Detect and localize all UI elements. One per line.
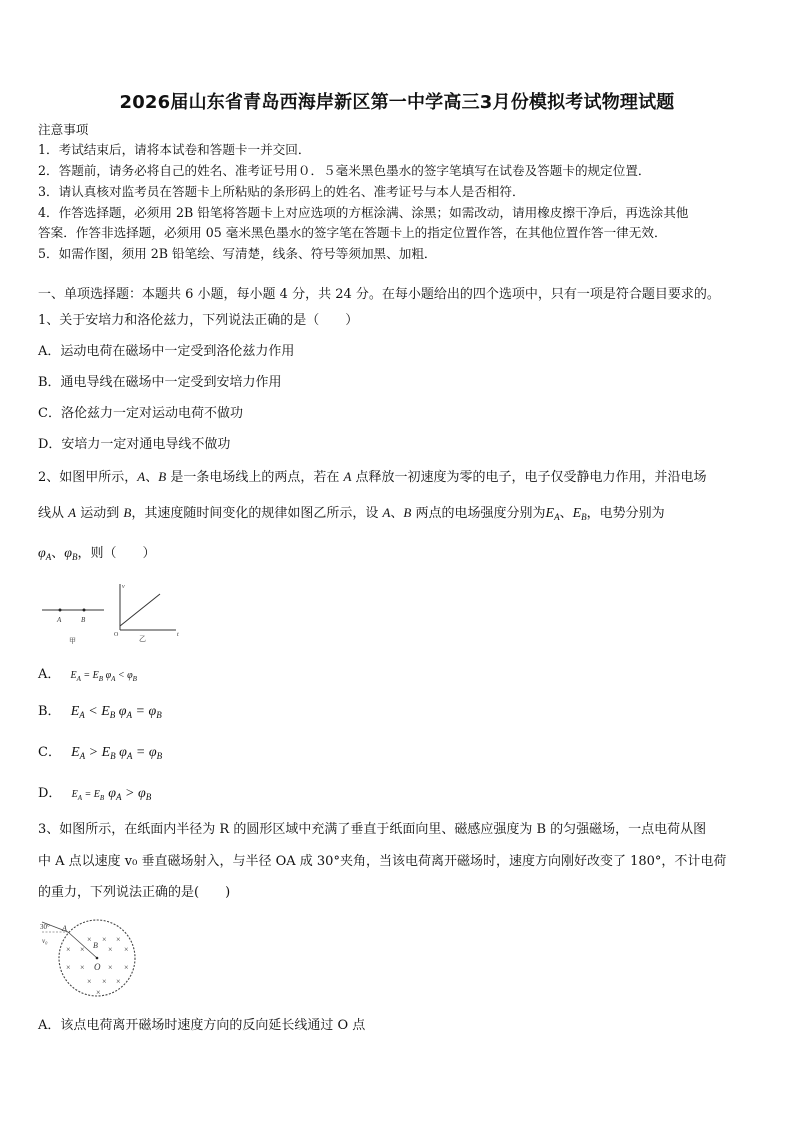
q2-option-d: D． $E_A = E_B$ $\varphi_A > \varphi_B$ — [38, 786, 152, 802]
svg-text:×: × — [96, 988, 101, 997]
label-b: B — [81, 616, 86, 624]
point-a — [59, 609, 62, 612]
q2-option-b: B． $E_A < E_B$ $\varphi_A = \varphi_B$ — [38, 704, 162, 720]
label-yi: 乙 — [139, 635, 146, 643]
notice-item-5: 5．如需作图，须用 2B 铅笔绘、写清楚，线条、符号等须加黑、加粗． — [38, 246, 437, 261]
svg-text:×: × — [124, 945, 129, 954]
svg-text:×: × — [102, 935, 107, 944]
label-angle: 30° — [40, 923, 50, 931]
label-o: O — [114, 632, 119, 638]
svg-text:×: × — [66, 963, 71, 972]
q1-option-a: A．运动电荷在磁场中一定受到洛伦兹力作用 — [38, 344, 295, 359]
q2-stem-line2: 线从 A 运动到 B，其速度随时间变化的规律如图乙所示，设 A、B 两点的电场强度分别为$E_A$、$E_B$，电势分别为 — [38, 505, 665, 522]
q1-option-d: D．安培力一定对通电导线不做功 — [38, 437, 231, 452]
q1-stem: 1、关于安培力和洛伦兹力，下列说法正确的是（ ） — [38, 313, 359, 328]
center-o — [96, 957, 99, 960]
notice-item-4: 4．作答选择题，必须用 2B 铅笔将答题卡上对应选项的方框涂满、涂黑；如需改动，请用橡皮擦干净后，再选涂其他 — [38, 205, 689, 220]
svg-text:×: × — [108, 945, 113, 954]
svg-text:×: × — [80, 963, 85, 972]
q1-option-c: C．洛伦兹力一定对运动电荷不做功 — [38, 406, 243, 421]
q3-stem-line2: 中 A 点以速度 v₀ 垂直磁场射入，与半径 OA 成 30°夹角，当该电荷离开磁场时，速度方向刚好改变了 180°，不计电荷 — [38, 854, 727, 869]
label-b: B — [93, 941, 98, 950]
notice-item-3: 3．请认真核对监考员在答题卡上所粘贴的条形码上的姓名、准考证号与本人是否相符． — [38, 184, 525, 199]
label-v: v — [122, 584, 125, 590]
label-a: A — [62, 924, 67, 933]
label-jia: 甲 — [69, 637, 76, 645]
q1-option-b: B．通电导线在磁场中一定受到安培力作用 — [38, 375, 282, 390]
notice-item-1: 1．考试结束后，请将本试卷和答题卡一并交回． — [38, 142, 311, 157]
svg-text:×: × — [116, 977, 121, 986]
q3-stem-line1: 3、如图所示，在纸面内半径为 R 的圆形区域中充满了垂直于纸面向里、磁感应强度为 B 的匀强磁场，一点电荷从图 — [38, 822, 707, 837]
q2-figure — [38, 580, 188, 646]
svg-text:×: × — [108, 963, 113, 972]
page-title: 2026届山东省青岛西海岸新区第一中学高三3月份模拟考试物理试题 — [119, 92, 675, 113]
section-heading: 一、单项选择题：本题共 6 小题，每小题 4 分，共 24 分。在每小题给出的四个选项中，只有一项是符合题目要求的。 — [38, 287, 720, 302]
q3-stem-line3: 的重力，下列说法正确的是( ) — [38, 885, 231, 900]
q3-option-a: A．该点电荷离开磁场时速度方向的反向延长线通过 O 点 — [38, 1018, 366, 1033]
svg-text:×: × — [102, 977, 107, 986]
label-o: O — [94, 962, 101, 972]
label-v0: v₀ — [42, 937, 48, 945]
svg-text:×: × — [87, 977, 92, 986]
notice-heading: 注意事项 — [38, 122, 89, 137]
notice-item-4-cont: 答案．作答非选择题，必须用 05 毫米黑色墨水的签字笔在答题卡上的指定位置作答，在其他位置作答一律无效． — [38, 225, 667, 240]
svg-text:×: × — [66, 945, 71, 954]
point-b — [83, 609, 86, 612]
q2-option-a: A． $E_A = E_B$ $\varphi_A < \varphi_B$ — [38, 667, 137, 683]
q2-stem-line3: $\varphi_A$、$\varphi_B$，则（ ） — [38, 546, 156, 562]
svg-text:×: × — [116, 935, 121, 944]
q3-figure — [36, 918, 146, 1004]
q2-stem-line1: 2、如图甲所示，A、B 是一条电场线上的两点，若在 A 点释放一初速度为零的电子，电子仅受静电力作用，并沿电场 — [38, 469, 707, 485]
svg-text:×: × — [87, 935, 92, 944]
notice-item-2: 2．答题前，请务必将自己的姓名、准考证号用０．５毫米黑色墨水的签字笔填写在试卷及答题卡的规定位置． — [38, 163, 651, 178]
v-t-line — [120, 594, 160, 626]
svg-text:×: × — [80, 945, 85, 954]
label-a: A — [57, 616, 62, 624]
q2-option-c: C． $E_A > E_B$ $\varphi_A = \varphi_B$ — [38, 745, 163, 761]
svg-text:×: × — [124, 963, 129, 972]
label-t: t — [177, 632, 179, 638]
